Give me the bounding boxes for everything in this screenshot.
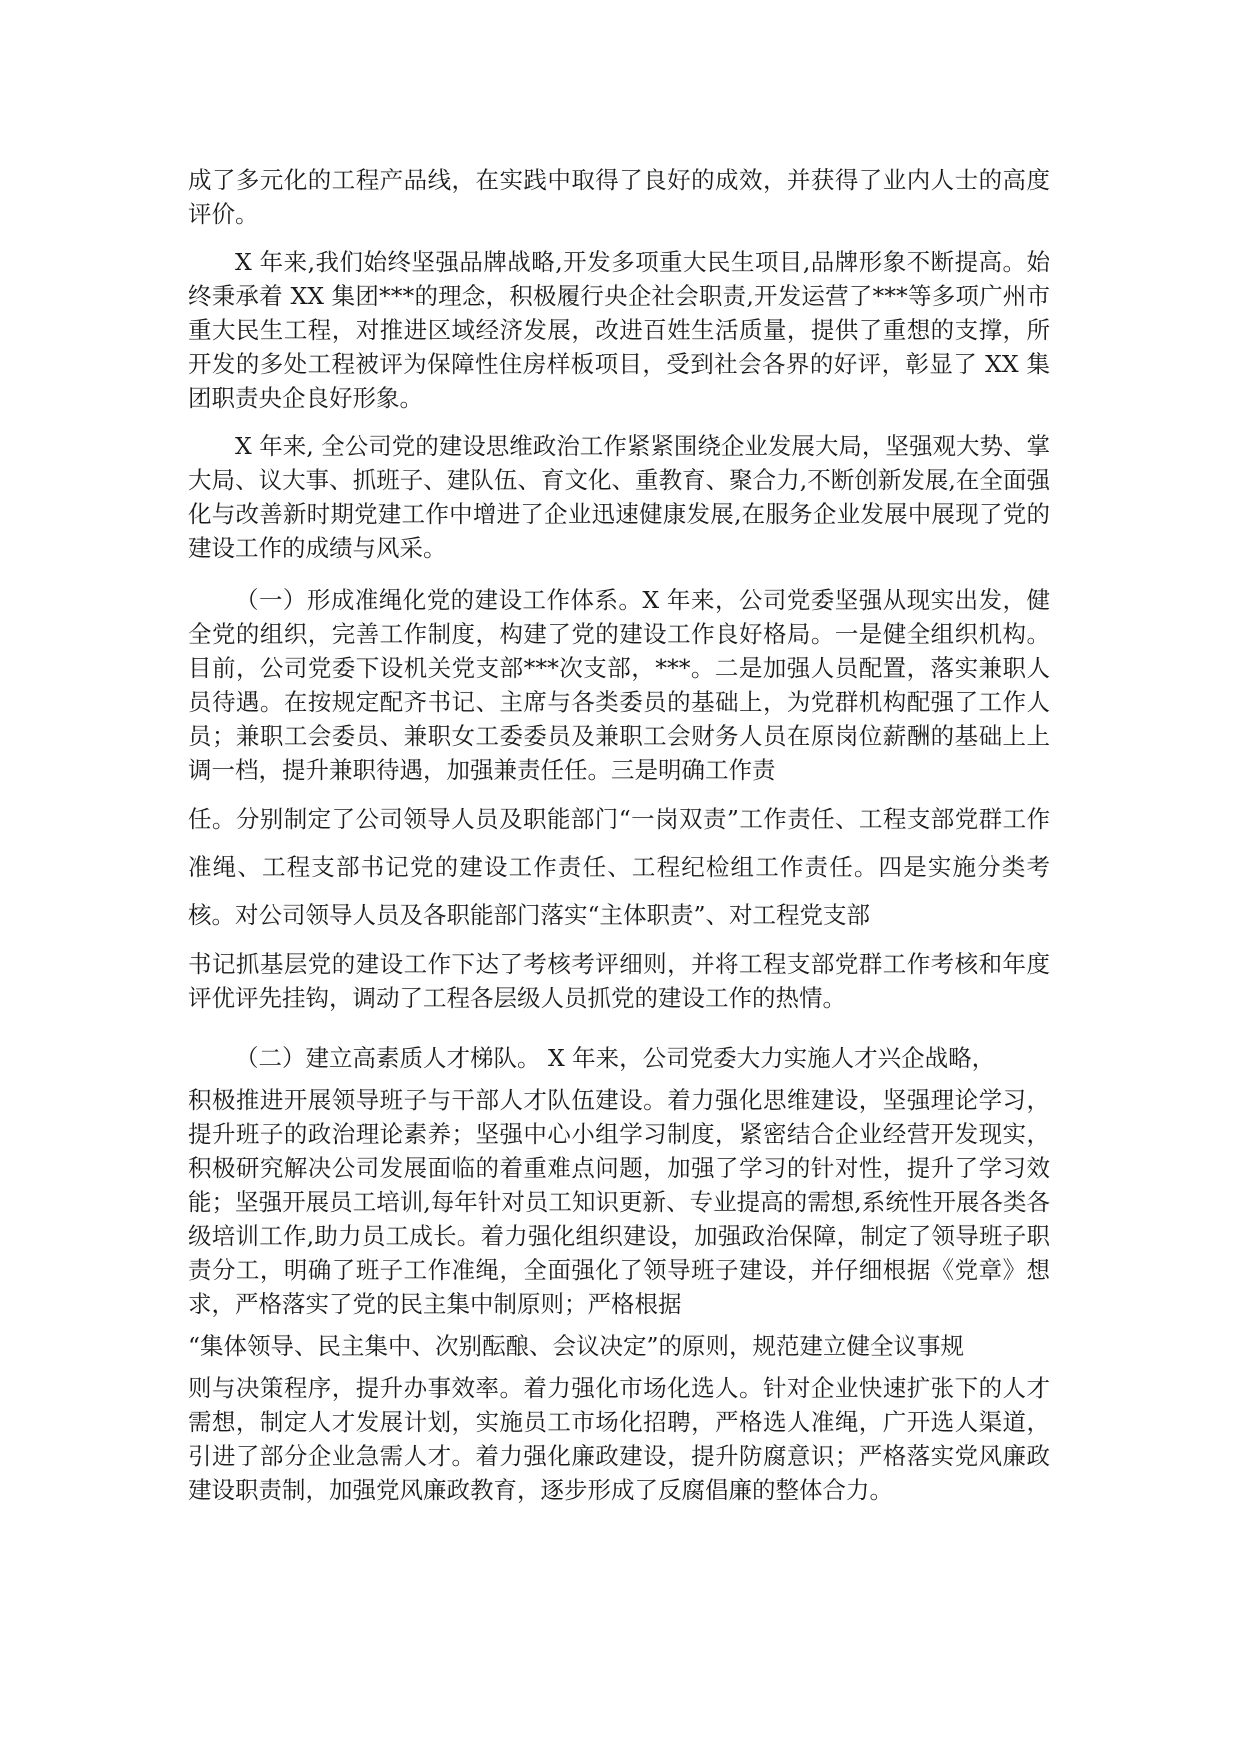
paragraph-section-two-principle: “集体领导、民主集中、次别酝酿、会议决定”的原则，规范建立健全议事规 [188, 1332, 965, 1360]
paragraph-section-two: 积极推进开展领导班子与干部人才队伍建设。着力强化思维建设，坚强理论学习，提升班子的政治理论素养；坚强中心小组学习制度，紧密结合企业经营开发现实，积极研究解决公司发展面临的着重难点问题，加强了学习的针对性，提升了学习效能；坚强开展员工培训,每年针对员工知识更新、专业提高的需想,系统性开展各类各级培训工作,助力员工成长。着力强化组织建设，加强政治保障，制定了领导班子职责分工，明确了班子工作准绳，全面强化了领导班子建设，并仔细根据《党章》想求，严格落实了党的民主集中制原则；严格根据 [188, 1086, 1050, 1318]
paragraph-section-one: （一）形成准绳化党的建设工作体系。X 年来，公司党委坚强从现实出发，健全党的组织，完善工作制度，构建了党的建设工作良好格局。一是健全组织机构。目前，公司党委下设机关党支部***次支部，***。二是加强人员配置，落实兼职人员待遇。在按规定配齐书记、主席与各类委员的基础上，为党群机构配强了工作人员；兼职工会委员、兼职女工委委员及兼职工会财务人员在原岗位薪酬的基础上上调一档，提升兼职待遇，加强兼责任任。三是明确工作责 [188, 586, 1050, 784]
document-body [188, 163, 1050, 1507]
paragraph-continuation: 成了多元化的工程产品线，在实践中取得了良好的成效，并获得了业内人士的高度评价。 [188, 166, 1050, 228]
paragraph-brand-strategy: X 年来,我们始终坚强品牌战略,开发多项重大民生项目,品牌形象不断提高。始终秉承着 XX 集团***的理念，积极履行央企社会职责,开发运营了***等多项广州市重大民生工程，对推进区域经济发展，改进百姓生活质量，提供了重想的支撑，所开发的多处工程被评为保障性住房样板项目，受到社会各界的好评，彰显了 XX 集团职责央企良好形象。 [188, 248, 1050, 412]
paragraph-section-one-cont: 任。分别制定了公司领导人员及职能部门“一岗双责”工作责任、工程支部党群工作准绳、工程支部书记党的建设工作责任、工程纪检组工作责任。四是实施分类考核。对公司领导人员及各职能部门落实“主体职责”、对工程党支部 [188, 805, 1050, 929]
paragraph-section-two-heading: （二）建立高素质人才梯队。 X 年来，公司党委大力实施人才兴企战略， [235, 1044, 996, 1072]
paragraph-section-two-end: 则与决策程序，提升办事效率。着力强化市场化选人。针对企业快速扩张下的人才需想，制定人才发展计划，实施员工市场化招聘，严格选人准绳，广开选人渠道，引进了部分企业急需人才。着力强化廉政建设，提升防腐意识；严格落实党风廉政建设职责制，加强党风廉政教育，逐步形成了反腐倡廉的整体合力。 [188, 1374, 1050, 1504]
paragraph-section-one-end: 书记抓基层党的建设工作下达了考核考评细则，并将工程支部党群工作考核和年度评优评先挂钩，调动了工程各层级人员抓党的建设工作的热情。 [188, 950, 1050, 1012]
paragraph-party-building: X 年来, 全公司党的建设思维政治工作紧紧围绕企业发展大局，坚强观大势、掌大局、议大事、抓班子、建队伍、育文化、重教育、聚合力,不断创新发展,在全面强化与改善新时期党建工作中增进了企业迅速健康发展,在服务企业发展中展现了党的建设工作的成绩与风采。 [188, 432, 1050, 562]
